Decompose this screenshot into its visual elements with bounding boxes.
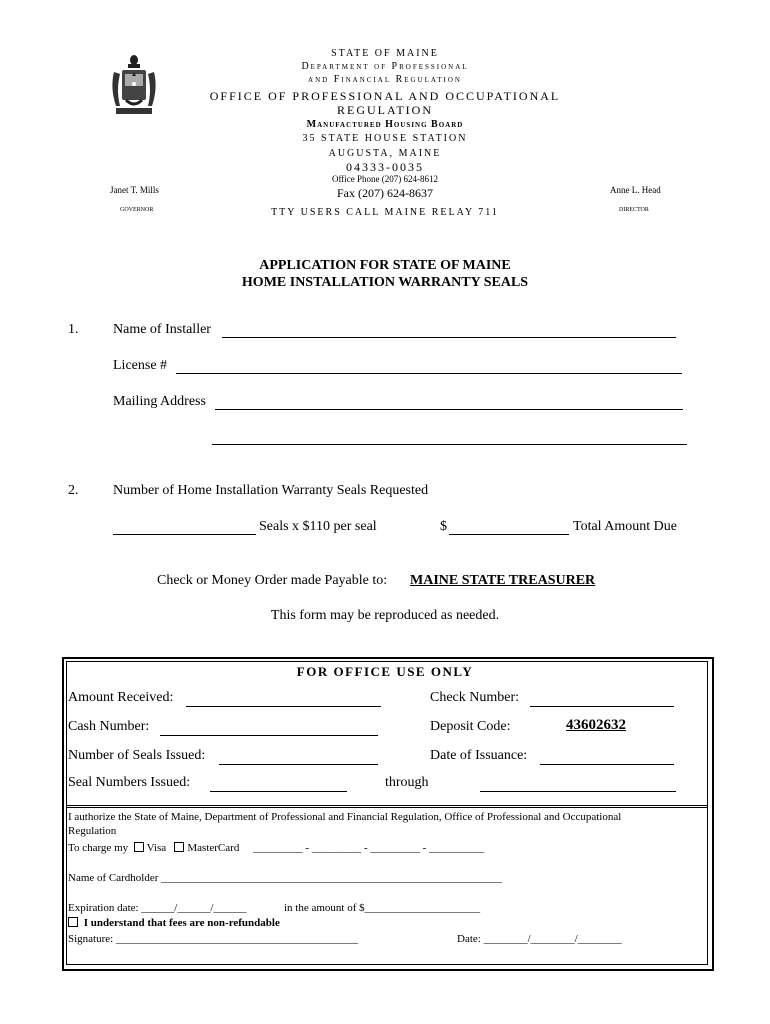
header-line-3: and Financial Regulation: [308, 74, 462, 85]
office-use-title: FOR OFFICE USE ONLY: [296, 664, 474, 679]
seals-price-text: Seals x $110 per seal: [259, 519, 377, 534]
governor-title: GOVERNOR: [120, 207, 154, 213]
reproduce-note: This form may be reproduced as needed.: [270, 608, 500, 623]
section-1-number: 1.: [68, 322, 79, 337]
cash-number-field[interactable]: [160, 735, 378, 736]
governor-name: Janet T. Mills: [110, 185, 159, 195]
authorize-line-1: I authorize the State of Maine, Department of Professional and Financial Regulation, Office of Professional and Occupational: [68, 811, 622, 823]
seal-numbers-to-field[interactable]: [480, 791, 676, 792]
mailing-address-label: Mailing Address: [113, 394, 206, 409]
authorize-line-2: Regulation: [68, 825, 117, 837]
section-2-number: 2.: [68, 483, 79, 498]
seals-quantity-field[interactable]: [113, 534, 256, 535]
cardholder-row: [68, 872, 502, 884]
seals-requested-label: Number of Home Installation Warranty Seals Requested: [113, 483, 429, 498]
office-use-divider: [66, 805, 708, 808]
director-name: Anne L. Head: [610, 185, 661, 195]
check-number-label: Check Number:: [430, 690, 520, 705]
form-title-line-1: APPLICATION FOR STATE OF MAINE: [259, 258, 511, 273]
check-number-field[interactable]: [530, 706, 674, 707]
charge-row: [68, 842, 484, 854]
date-issuance-field[interactable]: [540, 764, 674, 765]
card-number-field[interactable]: _________ - _________ - _________ - __________: [253, 842, 485, 854]
seals-issued-field[interactable]: [219, 764, 378, 765]
mastercard-label: MasterCard: [187, 842, 240, 854]
header-zip: 04333-0035: [346, 160, 424, 174]
seals-issued-label: Number of Seals Issued:: [68, 748, 206, 763]
through-label: through: [385, 775, 429, 790]
amount-received-label: Amount Received:: [68, 690, 174, 705]
payable-prefix: Check or Money Order made Payable to:: [157, 573, 388, 588]
header-fax: Fax (207) 624-8637: [337, 186, 433, 200]
header-line-4: OFFICE OF PROFESSIONAL AND OCCUPATIONAL: [209, 89, 561, 103]
mastercard-checkbox[interactable]: [174, 842, 184, 852]
nonrefund-label: I understand that fees are non-refundable: [83, 917, 280, 929]
cash-number-label: Cash Number:: [68, 719, 150, 734]
form-title-line-2: HOME INSTALLATION WARRANTY SEALS: [241, 275, 529, 290]
cardholder-label: Name of Cardholder: [68, 872, 159, 884]
total-amount-label: Total Amount Due: [573, 519, 678, 534]
signature-field[interactable]: Signature: ____________________________________________: [68, 933, 358, 945]
header-line-2: Department of Professional: [301, 61, 469, 72]
date-issuance-label: Date of Issuance:: [430, 748, 528, 763]
installer-name-label: Name of Installer: [113, 322, 211, 337]
expiration-field[interactable]: Expiration date: ______/______/______: [68, 902, 247, 914]
header-address-2: AUGUSTA, MAINE: [328, 148, 442, 159]
deposit-code-label: Deposit Code:: [430, 719, 511, 734]
visa-label: Visa: [146, 842, 167, 854]
header-line-1: STATE OF MAINE: [331, 48, 439, 59]
dollar-sign: $: [440, 519, 447, 534]
seal-numbers-from-field[interactable]: [210, 791, 347, 792]
total-amount-field[interactable]: [449, 534, 569, 535]
director-title: DIRECTOR: [619, 207, 649, 213]
deposit-code-value: 43602632: [566, 717, 626, 733]
license-field[interactable]: [176, 373, 682, 374]
license-label: License #: [113, 358, 168, 373]
nonrefund-checkbox[interactable]: [68, 917, 78, 927]
header-phone: Office Phone (207) 624-8612: [331, 174, 439, 184]
header-board: Manufactured Housing Board: [306, 119, 464, 130]
signature-date-field[interactable]: Date: ________/________/________: [457, 933, 622, 945]
payee-name: MAINE STATE TREASURER: [410, 573, 596, 588]
header-line-5: REGULATION: [337, 103, 433, 117]
installer-name-field[interactable]: [222, 337, 676, 338]
charge-amount-field[interactable]: in the amount of $_____________________: [284, 902, 481, 914]
cardholder-field[interactable]: ______________________________________________________________: [161, 872, 503, 884]
amount-received-field[interactable]: [186, 706, 381, 707]
visa-checkbox[interactable]: [134, 842, 144, 852]
header-tty: TTY USERS CALL MAINE RELAY 711: [271, 207, 499, 218]
nonrefund-row: [68, 917, 280, 929]
mailing-address-field-2[interactable]: [212, 444, 687, 445]
seal-numbers-label: Seal Numbers Issued:: [68, 775, 191, 790]
charge-prefix: To charge my: [68, 842, 129, 854]
header-address-1: 35 STATE HOUSE STATION: [302, 133, 468, 144]
mailing-address-field-1[interactable]: [215, 409, 683, 410]
